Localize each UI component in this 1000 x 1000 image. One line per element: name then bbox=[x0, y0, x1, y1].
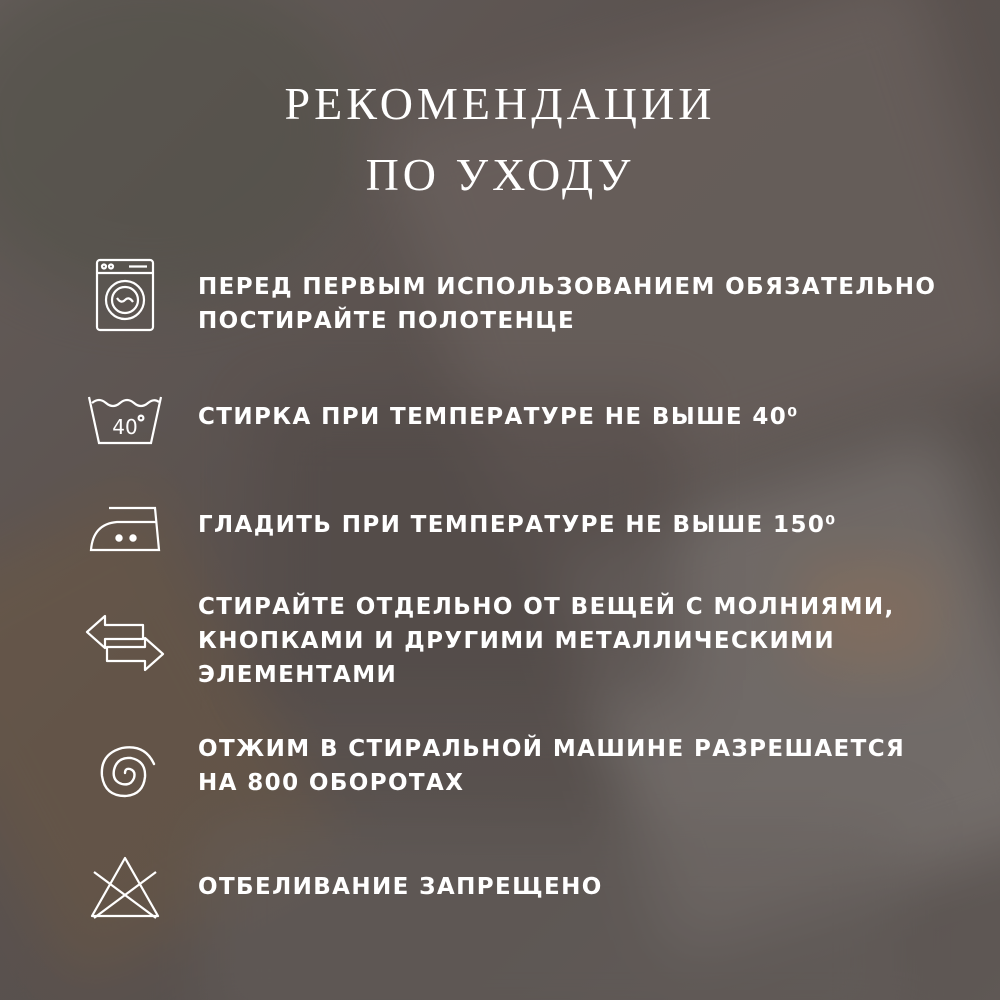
wash-40-icon bbox=[80, 372, 170, 462]
title-line-2: ПО УХОДУ bbox=[365, 149, 635, 201]
washing-machine-icon bbox=[80, 250, 170, 340]
no-bleach-icon bbox=[80, 842, 170, 932]
care-item-text: ОТБЕЛИВАНИЕ ЗАПРЕЩЕНО bbox=[198, 874, 603, 900]
care-item-text: СТИРКА ПРИ ТЕМПЕРАТУРЕ НЕ ВЫШЕ 40⁰ bbox=[198, 404, 799, 430]
care-item-text: ПЕРЕД ПЕРВЫМ ИСПОЛЬЗОВАНИЕМ ОБЯЗАТЕЛЬНО ПОСТИРАЙТЕ ПОЛОТЕНЦЕ bbox=[198, 274, 937, 334]
wash-40-label: 40 bbox=[112, 415, 138, 439]
spin-spiral-icon bbox=[80, 728, 170, 818]
care-item-text: СТИРАЙТЕ ОТДЕЛЬНО ОТ ВЕЩЕЙ С МОЛНИЯМИ, КНОПКАМИ И ДРУГИМИ МЕТАЛЛИЧЕСКИМИ ЭЛЕМЕНТАМИ bbox=[198, 594, 895, 688]
page-title bbox=[0, 68, 1000, 211]
title-line-1: РЕКОМЕНДАЦИИ bbox=[284, 78, 716, 129]
separate-arrows-icon bbox=[80, 598, 170, 688]
care-item-text: ОТЖИМ В СТИРАЛЬНОЙ МАШИНЕ РАЗРЕШАЕТСЯ НА 800 ОБОРОТАХ bbox=[198, 736, 906, 796]
care-item-text: ГЛАДИТЬ ПРИ ТЕМПЕРАТУРЕ НЕ ВЫШЕ 150⁰ bbox=[198, 512, 837, 538]
iron-icon bbox=[80, 484, 170, 574]
